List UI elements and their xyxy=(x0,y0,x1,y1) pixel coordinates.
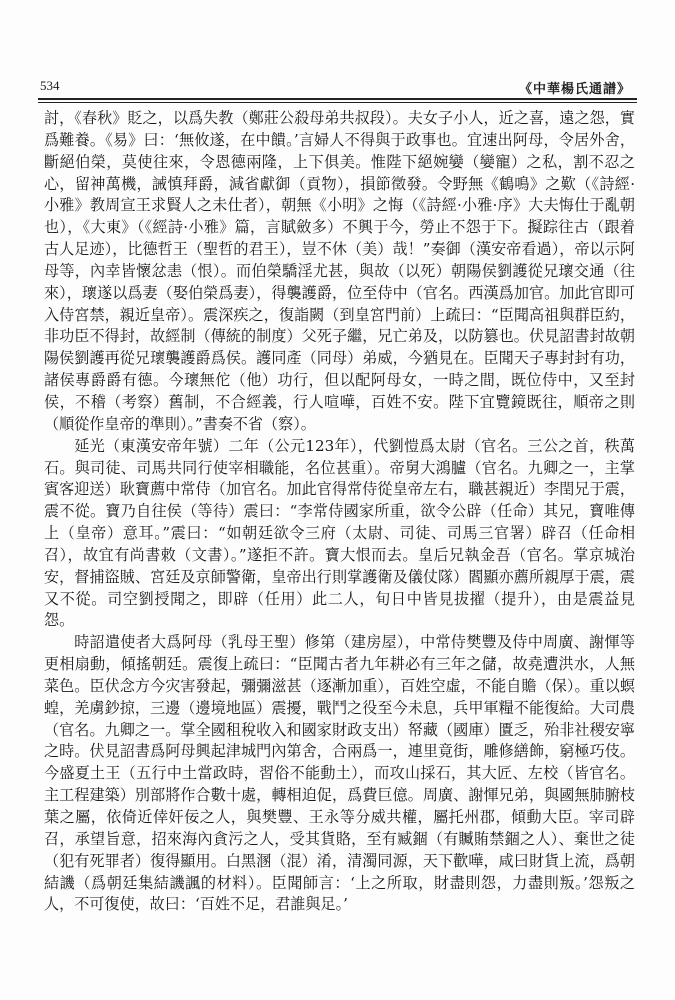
paragraph: 延光（東漢安帝年號）二年（公元123年），代劉愷爲太尉（官名。三公之首，秩萬石。與司徒、司馬共同行使宰相職能，名位甚重）。帝舅大鴻臚（官名。九卿之一，主掌賓客迎送）耿寶薦中常侍（加官名。加此官得常侍從皇帝左右，職甚親近）李閏兄于震，震不從。寶乃自往侯（等待）震曰：“李常侍國家所重，欲令公辟（任命）其兄，寶唯傳上（皇帝）意耳。”震曰：“如朝廷欲令三府（太尉、司徒、司馬三官署）辟召（任命相召），故宜有尚書敕（文書）。”遂拒不許。寶大恨而去。皇后兄執金吾（官名。掌京城治安，督捕盜賊、宮廷及京師警衛，皇帝出行則掌護衛及儀仗隊）閻顯亦薦所親厚于震，震又不從。司空劉授聞之，即辟（任用）此二人，旬日中皆見拔擢（提升），由是震益見怨。 xyxy=(44,436,635,630)
body-text xyxy=(44,108,635,992)
paragraph: 討，《春秋》貶之，以爲失教（鄭莊公殺母弟共叔段）。夫女子小人，近之喜，遠之怨，實爲難養。《易》曰：‘無攸遂，在中饋。’言婦人不得與于政事也。宜速出阿母，令居外舍，斷絕伯榮，莫使往來，令恩德兩隆，上下俱美。惟陛下絕婉孌（孌寵）之私，割不忍之心，留神萬機，誡慎拜爵，減省獻御（貢物），損節徵發。令野無《鶴鳴》之歎（《詩經·小雅》教周宣王求賢人之未仕者），朝無《小明》之悔（《詩經·小雅·序》大夫悔仕于亂朝也），《大東》（《經詩·小雅》篇，言賦斂多）不興于今，勞止不怨于下。擬踪往古（跟着古人足迹），比德哲王（聖哲的君王），豈不休（美）哉！”奏御（漢安帝看過），帝以示阿母等，內幸皆懷忿恚（恨）。而伯榮驕淫尤甚，與故（以死）朝陽侯劉護從兄瓌交通（往來），瓌遂以爲妻（娶伯榮爲妻），得襲護爵，位至侍中（官名。西漢爲加官。加此官即可入侍宮禁，親近皇帝）。震深疾之，復詣闕（到皇宮門前）上疏曰：“臣聞高祖與群臣約，非功臣不得封，故經制（傳統的制度）父死子繼，兄亡弟及，以防篡也。伏見詔書封故朝陽侯劉護再從兄瓌襲護爵爲侯。護同產（同母）弟威，今猶見在。臣聞天子專封封有功，諸侯專爵爵有德。今瓌無佗（他）功行，但以配阿母女，一時之間，既位侍中，又至封侯，不稽（考察）舊制，不合經義，行人喧嘩，百姓不安。陛下宜覽鏡既往，順帝之則（順從作皇帝的準則）。”書奏不省（察）。 xyxy=(44,109,635,433)
running-title: 《中華楊氏通譜》 xyxy=(518,82,631,97)
paragraph: 時詔遣使者大爲阿母（乳母王聖）修第（建房屋），中常侍樊豐及侍中周廣、謝惲等更相扇動，傾搖朝廷。震復上疏曰：“臣聞古者九年耕必有三年之儲，故堯遭洪水，人無菜色。臣伏念方今灾害發起，彌彌滋甚（逐漸加重），百姓空虛，不能自贍（保）。重以螟蝗，羌虜鈔掠，三邊（邊境地區）震擾，戰鬥之役至今未息，兵甲軍糧不能復給。大司農（官名。九卿之一。掌全國租稅收入和國家財政支出）帑藏（國庫）匱乏，殆非社稷安寧之時。伏見詔書爲阿母興起津城門內第舍，合兩爲一，連里竟街，雕修繕飾，窮極巧伎。今盛夏土王（五行中土當政時，習俗不能動土），而攻山採石，其大匠、左校（皆官名。主工程建築）別部將作合數十處，轉相迫促，爲費巨億。周廣、謝惲兄弟，與國無肺腑枝葉之屬，依倚近倖奸佞之人，與樊豐、王永等分威共權，屬托州郡，傾動大臣。宰司辟召，承望旨意，招來海內貪污之人，受其貨賂，至有臧錮（有贓賄禁錮之人）、棄世之徒（犯有死罪者）復得顯用。白黑溷（混）淆，清濁同源，天下歡嘩，咸曰財貨上流，爲朝結譏（爲朝廷集結譏諷的材料）。臣聞師言：‘上之所取，財盡則怨，力盡則叛。’怨叛之人，不可復使，故曰：‘百姓不足，君誰與足。’ xyxy=(44,633,635,914)
page-number: 534 xyxy=(40,78,60,93)
header-rule xyxy=(38,98,637,103)
